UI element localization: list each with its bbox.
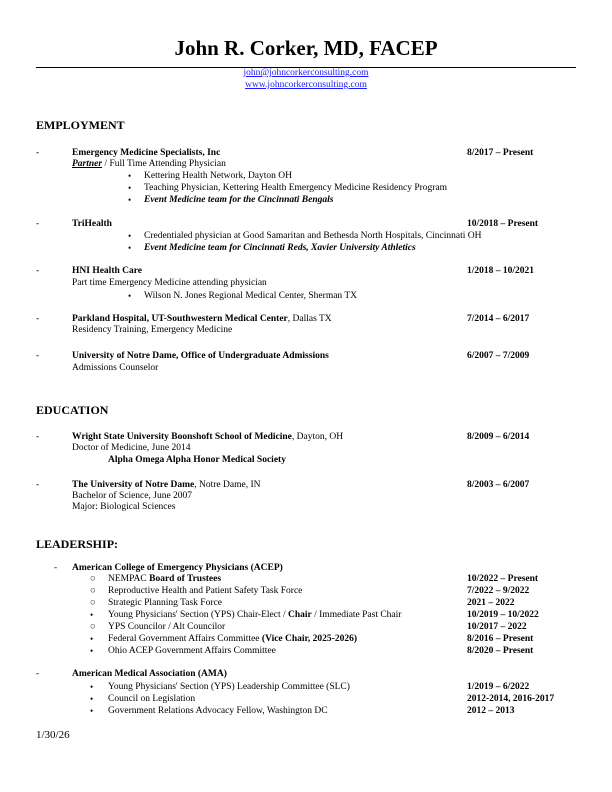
bullet-item: Wilson N. Jones Regional Medical Center, Sherman TX [144,291,358,301]
employer-hni: HNI Health Care [72,266,143,276]
circle-bullet-icon: ○ [90,622,96,632]
org-acep: American College of Emergency Physicians (ACEP) [72,563,283,573]
bullet-icon: • [128,183,132,193]
acep-item: NEMPAC Board of Trustees [108,574,222,584]
leadership-heading: LEADERSHIP: [36,537,119,551]
acep-item: Strategic Planning Task Force [108,598,222,608]
entry-dash: - [36,219,40,229]
bullet-icon: • [128,291,132,301]
bullet-icon: • [90,634,94,644]
bullet-icon: • [90,694,94,704]
employer-trihealth: TriHealth [72,219,112,229]
leadership-date: 7/2022 – 9/2022 [467,586,530,596]
leadership-date: 8/2016 – Present [467,634,534,644]
bullet-icon: • [90,706,94,716]
circle-bullet-icon: ○ [90,586,96,596]
entry-dash: - [36,314,40,324]
bullet-item: Kettering Health Network, Dayton OH [144,171,293,181]
website-link[interactable]: www.johncorkerconsulting.com [245,80,367,90]
education-date: 8/2009 – 6/2014 [467,432,530,442]
school-wright-state: Wright State University Boonshoft School of Medicine, Dayton, OH [72,432,344,442]
employer-parkland: Parkland Hospital, UT-Southwestern Medical Center, Dallas TX [72,314,332,324]
bullet-icon: • [90,646,94,656]
acep-item: Reproductive Health and Patient Safety Task Force [108,586,303,596]
acep-item: Young Physicians' Section (YPS) Chair-Elect / Chair / Immediate Past Chair [108,610,402,620]
leadership-date: 10/2022 – Present [467,574,539,584]
bullet-icon: • [128,195,132,205]
entry-dash: - [36,148,40,158]
employment-heading: EMPLOYMENT [36,118,125,132]
ama-item: Council on Legislation [108,694,196,704]
acep-item: Ohio ACEP Government Affairs Committee [108,646,276,656]
leadership-date: 10/2019 – 10/2022 [467,610,539,620]
entry-dash: - [36,432,40,442]
footer-date: 1/30/26 [36,729,70,741]
ama-item: Young Physicians' Section (YPS) Leadership Committee (SLC) [108,682,350,692]
leadership-date: 2012 – 2013 [467,706,515,716]
bullet-item: Teaching Physician, Kettering Health Emergency Medicine Residency Program [144,183,448,193]
bullet-item: Event Medicine team for Cincinnati Reds, Xavier University Athletics [144,243,416,253]
employment-date: 10/2018 – Present [467,219,539,229]
bullet-icon: • [128,243,132,253]
honor-society: Alpha Omega Alpha Honor Medical Society [108,455,286,465]
bullet-icon: • [128,171,132,181]
role-line: Admissions Counselor [72,363,159,373]
employment-date: 6/2007 – 7/2009 [467,351,530,361]
leadership-date: 1/2019 – 6/2022 [467,682,530,692]
circle-bullet-icon: ○ [90,574,96,584]
education-heading: EDUCATION [36,403,109,417]
school-notre-dame: The University of Notre Dame, Notre Dame, IN [72,480,261,490]
entry-dash: - [36,351,40,361]
role-line: Residency Training, Emergency Medicine [72,325,233,335]
ama-item: Government Relations Advocacy Fellow, Washington DC [108,706,328,716]
degree-line: Doctor of Medicine, June 2014 [72,443,191,453]
major-line: Major: Biological Sciences [72,502,176,512]
employer-ems: Emergency Medicine Specialists, Inc [72,148,221,158]
acep-item: YPS Councilor / Alt Councilor [108,622,226,632]
degree-line: Bachelor of Science, June 2007 [72,491,193,501]
employer-notre-dame: University of Notre Dame, Office of Undergraduate Admissions [72,351,329,361]
bullet-icon: • [90,682,94,692]
leadership-date: 10/2017 – 2022 [467,622,527,632]
resume-name: John R. Corker, MD, FACEP [174,36,438,60]
bullet-item: Credentialed physician at Good Samaritan and Bethesda North Hospitals, Cincinnati OH [144,231,482,241]
leadership-date: 2012-2014, 2016-2017 [467,694,555,704]
employment-date: 7/2014 – 6/2017 [467,314,530,324]
entry-dash: - [36,480,40,490]
circle-bullet-icon: ○ [90,598,96,608]
role-line: Part time Emergency Medicine attending physician [72,278,267,288]
leadership-date: 2021 – 2022 [467,598,515,608]
email-link[interactable]: john@johncorkerconsulting.com [243,68,369,78]
bullet-icon: • [90,610,94,620]
entry-dash: - [36,669,40,679]
employment-date: 8/2017 – Present [467,148,534,158]
role-line [72,158,226,170]
role-emphasis: Partner [72,159,103,169]
employment-date: 1/2018 – 10/2021 [467,266,535,276]
bullet-icon: • [128,231,132,241]
org-ama: American Medical Association (AMA) [72,669,227,679]
bullet-item: Event Medicine team for the Cincinnati Bengals [144,195,334,205]
entry-dash: - [54,563,58,573]
leadership-date: 8/2020 – Present [467,646,534,656]
acep-item: Federal Government Affairs Committee (Vice Chair, 2025-2026) [108,634,357,644]
education-date: 8/2003 – 6/2007 [467,480,530,490]
role-rest: / Full Time Attending Physician [102,159,226,169]
entry-dash: - [36,266,40,276]
